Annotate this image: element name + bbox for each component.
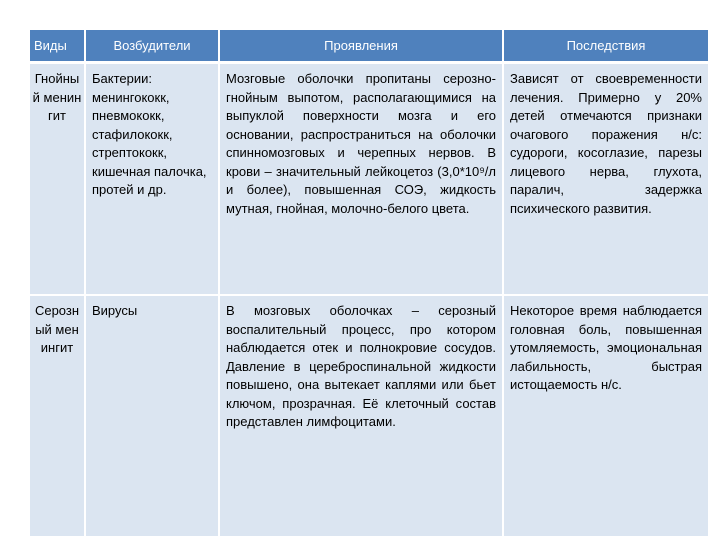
cell-type: Серозный менингит (30, 295, 85, 537)
cell-pathogens: Вирусы (85, 295, 219, 537)
cell-consequences: Зависят от своевременности лечения. Примерно у 20% детей отмечаются признаки очагового поражения н/с: судороги, косоглазие, парезы лицевого нерва, глухота, паралич, задержка психического развития. (503, 63, 708, 296)
header-manifestations: Проявления (219, 30, 503, 63)
table-header-row (30, 30, 708, 63)
cell-manifestations: Мозговые оболочки пропитаны серозно-гнойным выпотом, располагающимися на выпуклой поверхности мозга и его основании, распространиться на оболочки спинномозговых и черепных нервов. В крови – значительный лейкоцетоз (3,0*10⁹/л и более), повышенная СОЭ, жидкость мутная, гнойная, молочно-белого цвета. (219, 63, 503, 296)
cell-type: Гнойный менингит (30, 63, 85, 296)
header-types: Виды (30, 30, 85, 63)
cell-consequences: Некоторое время наблюдается головная боль, повышенная утомляемость, эмоциональная лабильность, быстрая истощаемость н/с. (503, 295, 708, 537)
meningitis-table-container (30, 30, 708, 538)
cell-pathogens: Бактерии: менингококк, пневмококк, стафилококк, стрептококк, кишечная палочка, протей и др. (85, 63, 219, 296)
header-pathogens: Возбудители (85, 30, 219, 63)
table-row (30, 63, 708, 296)
table-row (30, 295, 708, 537)
cell-manifestations: В мозговых оболочках – серозный воспалительный процесс, про котором наблюдается отек и полнокровие сосудов. Давление в цереброспинальной жидкости повышено, она вытекает каплями или бьет ключом, прозрачная. Её клеточный состав представлен лимфоцитами. (219, 295, 503, 537)
meningitis-table (30, 30, 708, 538)
header-consequences: Последствия (503, 30, 708, 63)
